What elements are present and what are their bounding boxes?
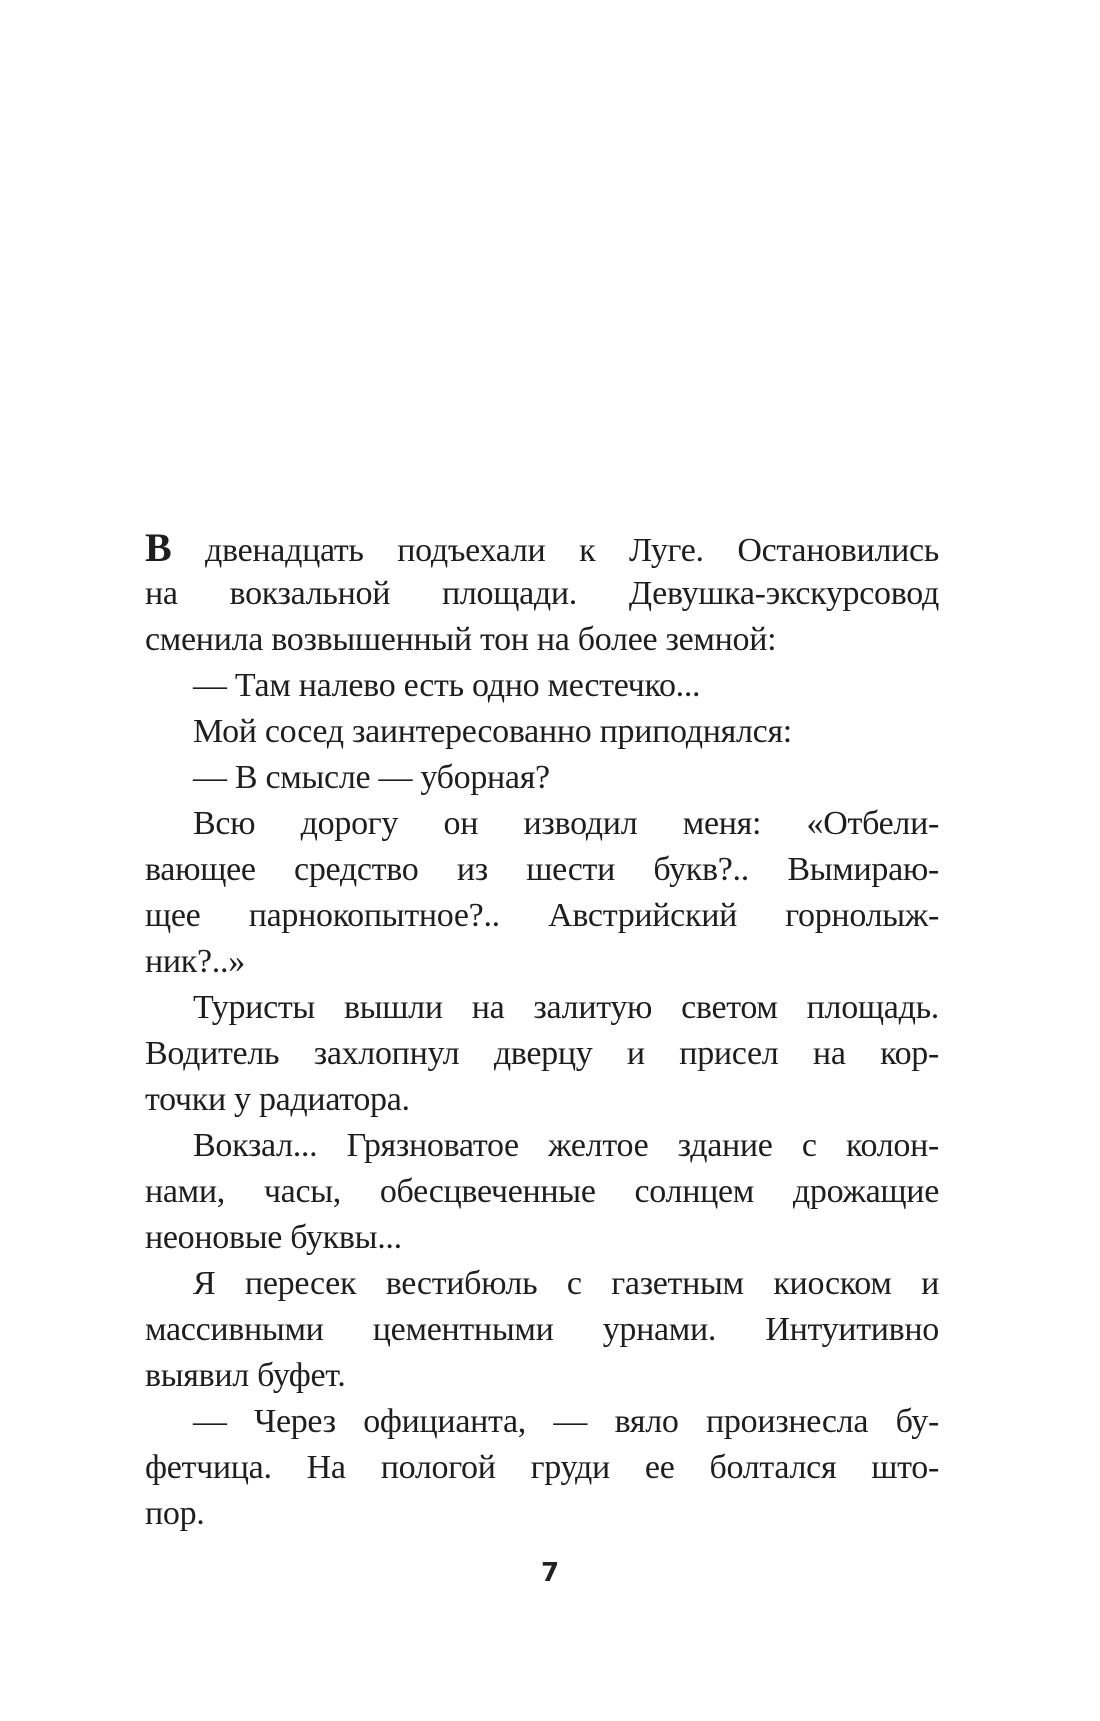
text-line: неоновые буквы... xyxy=(145,1219,402,1256)
text-line: вающее средство из шести букв?.. Вымираю- xyxy=(145,851,939,888)
text-line: В двенадцать подъехали к Луге. Остановились xyxy=(145,525,939,570)
body-text xyxy=(145,525,939,1537)
text-line: Всю дорогу он изводил меня: «Отбели- xyxy=(193,805,939,842)
text-line: щее парнокопытное?.. Австрийский горнолыж- xyxy=(145,897,939,934)
text-line: Я пересек вестибюль с газетным киоском и xyxy=(193,1265,939,1302)
text-line: точки у радиатора. xyxy=(145,1081,410,1118)
text-line: выявил буфет. xyxy=(145,1357,346,1394)
text-line: фетчица. На пологой груди ее болтался што- xyxy=(145,1449,939,1486)
text-line: Мой сосед заинтересованно приподнялся: xyxy=(193,713,792,750)
text-line: — Там налево есть одно местечко... xyxy=(193,667,701,704)
text-line: Водитель захлопнул дверцу и присел на кор- xyxy=(145,1035,939,1072)
drop-letter: В xyxy=(145,525,172,570)
text-line: Туристы вышли на залитую светом площадь. xyxy=(193,989,939,1026)
text-line: ник?..» xyxy=(145,943,245,980)
text-line: массивными цементными урнами. Интуитивно xyxy=(145,1311,939,1348)
text-line: нами, часы, обесцвеченные солнцем дрожащие xyxy=(145,1173,939,1210)
text-line: — Через официанта, — вяло произнесла бу- xyxy=(193,1403,939,1440)
text-line: на вокзальной площади. Девушка-экскурсовод xyxy=(145,575,939,612)
text-line: — В смысле — уборная? xyxy=(193,759,550,796)
text-line: пор. xyxy=(145,1495,205,1532)
text-line: Вокзал... Грязноватое желтое здание с колон- xyxy=(193,1127,939,1164)
text-line: сменила возвышенный тон на более земной: xyxy=(145,621,777,658)
page-number: 7 xyxy=(540,1558,560,1588)
